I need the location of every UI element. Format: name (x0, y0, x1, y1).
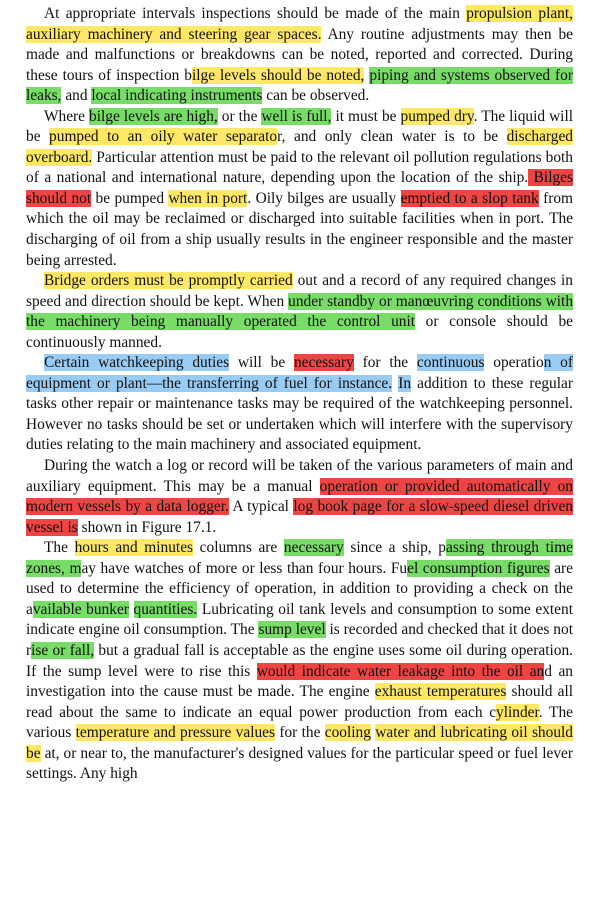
text-run: Lubricating oil tank levels and consumption to some extent indicate engine oil consumption. The (26, 600, 573, 639)
highlight-yellow: cooling (324, 724, 371, 742)
highlight-red: emptied to a slop tank (400, 189, 539, 207)
highlight-yellow: Bridge orders must be promptly carried (44, 272, 293, 290)
text-run: shown in Figure 17.1. (77, 518, 217, 536)
highlight-yellow: hours and minutes (74, 539, 194, 557)
text-run: since a ship, p (343, 539, 446, 557)
highlight-yellow: pumped to an oily water separato (49, 128, 278, 146)
text-run: columns are (193, 539, 284, 557)
paragraph-bilges (26, 107, 573, 271)
text-run: A typical (228, 498, 294, 516)
text-run: can be observed. (262, 87, 370, 105)
highlight-red: operation or provided automatically on modern vessels by a data logger. (26, 477, 573, 516)
highlight-green: el consumption figures (407, 559, 550, 577)
highlight-yellow: when in port (168, 189, 248, 207)
highlight-green: assing through time zones, m (26, 539, 574, 577)
highlight-green: piping and systems observed for leaks, (26, 66, 573, 105)
text-run: be pumped (91, 189, 169, 207)
text-run: but a gradual fall is acceptable as the engine uses some oil during operation. If the sump level were to rise this (26, 641, 573, 680)
highlight-yellow: water and lubricating oil should be (26, 724, 573, 762)
highlight-red: would indicate water leakage into the oil an (256, 662, 545, 680)
text-run: is recorded and checked that it does not r (26, 621, 573, 659)
highlight-red: Bilges should not (26, 169, 573, 207)
highlight-green: operated the control unit (243, 313, 416, 331)
highlight-green: sump level (258, 621, 326, 639)
highlight-red: log book page for a slow-speed diesel driven vessel is (26, 498, 573, 536)
text-run: and (61, 87, 92, 105)
text-run: addition to these regular tasks other repair or maintenance tasks may be required of the watchkeeping personnel. However no tasks should be set or undertaken which will interfere with the supervisory duties relating to the main machinery and associated equipment. (26, 374, 573, 454)
text-run: for the (353, 354, 417, 372)
paragraph-inspections (26, 4, 573, 107)
text-run: are used to determine the efficiency of operation, in addition to providing a check on the a (26, 559, 573, 618)
text-run: During the watch a log or record will be taken of the various parameters of main and auxiliary equipment. This may be a manual (26, 457, 573, 495)
text-run: . The liquid will be (26, 107, 574, 146)
highlight-yellow: propulsion plant, auxiliary machinery and steering gear spaces. (26, 5, 573, 43)
text-run: at, or near to, the manufacturer's designed values for the particular speed or fuel lever settings. Any high (26, 744, 573, 783)
highlight-green: under standby or manœuvring conditions w (288, 292, 557, 310)
text-run: or the (217, 107, 262, 125)
text-run: d an investigation into the cause must be made. The engine (26, 662, 573, 701)
text-run: should all read about the same to indicate an equal power production from each c (26, 683, 573, 721)
text-run: ay have watches of more or less than four hours. Fu (81, 559, 408, 577)
highlight-green: vailable bunker (32, 600, 129, 618)
highlight-yellow: discharged overboard. (26, 128, 573, 166)
text-run: it must be (331, 107, 401, 125)
highlight-green: bilge levels are high, (89, 107, 218, 125)
highlight-green: quantities. (133, 600, 198, 618)
highlight-green: local indicating instruments (91, 87, 263, 105)
text-run: . The various (26, 703, 573, 742)
paragraph-log-columns (26, 538, 573, 785)
highlight-green: ise or fall, (31, 641, 95, 659)
highlight-blue: continuous (416, 354, 485, 372)
text-run: . Oily bilges are usually (247, 189, 401, 207)
text-run: operatio (484, 354, 544, 372)
highlight-green: necessary (283, 539, 344, 557)
text-run: will be (229, 354, 294, 372)
highlight-green: ith the machinery being manually (26, 292, 574, 331)
paragraph-log-record (26, 456, 573, 538)
highlight-yellow: temperature and pressure values (75, 724, 275, 742)
highlight-blue: In (398, 374, 412, 392)
paragraph-bridge-orders (26, 271, 573, 353)
paragraph-watchkeeping-duties (26, 353, 573, 456)
highlight-red: necessary (293, 354, 354, 372)
highlight-green: well is full, (261, 107, 332, 125)
text-run (129, 601, 134, 618)
text-run: for the (274, 724, 325, 742)
highlight-yellow: ilge levels should be noted, (192, 66, 365, 84)
text-run: or console should be continuously manned. (26, 313, 573, 351)
text-run: from which the oil may be reclaimed or discharged into suitable facilities when in port. The discharging of oil from a ship usually results in the engineer responsible and the master being arrested. (26, 189, 574, 269)
text-run: Particular attention must be paid to the relevant oil pollution regulations both of a national and international nature, depending upon the location of the ship. (26, 148, 573, 187)
highlight-blue: Certain watchkeeping duties (44, 354, 230, 372)
highlight-yellow: pumped dry (400, 107, 474, 125)
highlight-yellow: ylinder (496, 703, 539, 721)
text-run: out and a record of any required changes in speed and direction should be kept. When (26, 272, 573, 310)
text-run: The (44, 539, 75, 557)
highlight-blue: n of equipment or plant—the transferring of fuel for instance. (26, 354, 573, 392)
text-run: At appropriate intervals inspections should be made of the main (44, 5, 467, 22)
text-run: Where (44, 107, 90, 125)
highlight-yellow: exhaust temperatures (374, 683, 507, 701)
text-run: r, and only clean water is to be (277, 128, 507, 146)
text-run: Any routine adjustments may then be made and malfunctions or breakdowns can be noted, reported and corrected. During these tours of inspection b (26, 25, 573, 84)
